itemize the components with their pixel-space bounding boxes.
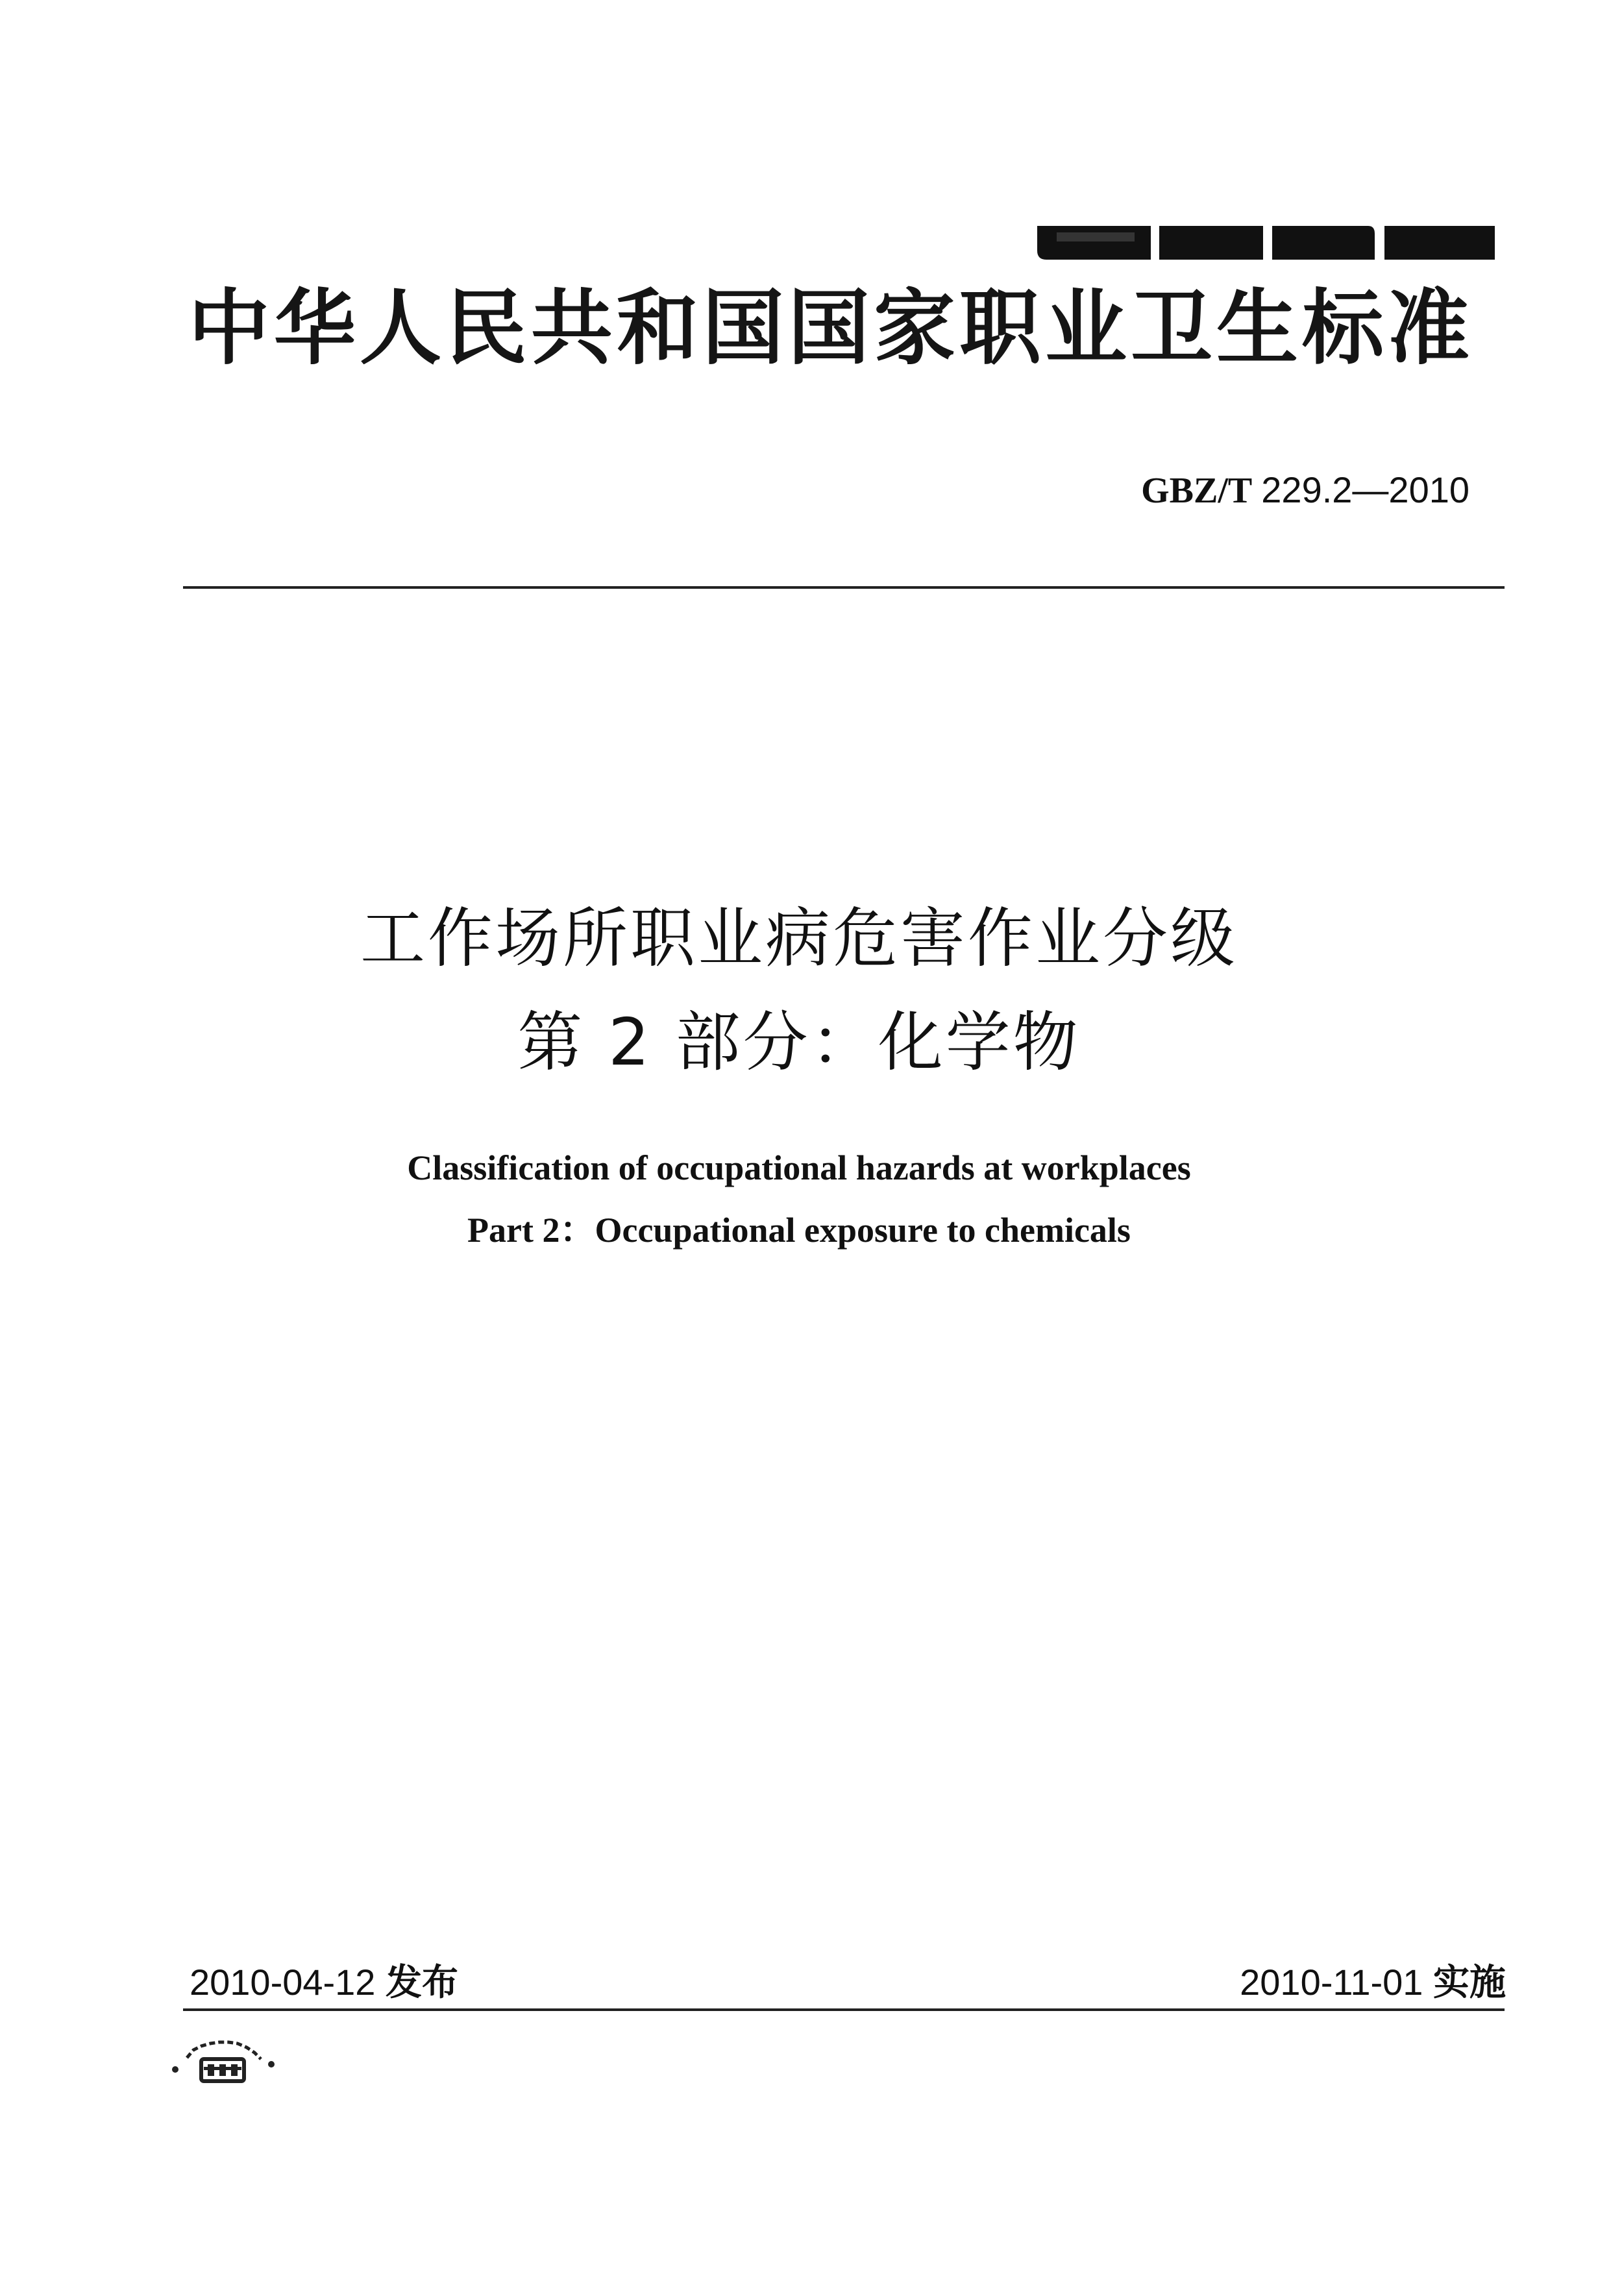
issue-date-label: 发布 — [386, 1962, 459, 2004]
standard-code-prefix: GBZ/T — [1141, 471, 1253, 511]
chinese-title-line-2: 第 2 部分：化学物 — [517, 1004, 1081, 1080]
top-divider — [183, 586, 1505, 589]
standard-code-number: 229.2—2010 — [1261, 469, 1469, 510]
chinese-title-line-1: 工作场所职业病危害作业分级 — [360, 900, 1238, 976]
effective-date — [1240, 1954, 1506, 2006]
effective-date-value: 2010-11-01 — [1240, 1962, 1423, 2003]
issue-date — [190, 1954, 458, 2006]
gbz-logo — [1037, 226, 1495, 260]
standard-code — [1141, 469, 1469, 512]
main-title: 中华人民共和国国家职业卫生标准 — [188, 280, 1473, 376]
publisher-seal-icon — [167, 2019, 278, 2097]
english-title-line-1: Classification of occupational hazards at workplaces — [407, 1148, 1191, 1187]
effective-date-label: 实施 — [1433, 1962, 1506, 2004]
english-title-line-2: Part 2：Occupational exposure to chemicals — [467, 1211, 1131, 1250]
issue-date-value: 2010-04-12 — [190, 1962, 376, 2003]
bottom-divider — [183, 2008, 1505, 2011]
